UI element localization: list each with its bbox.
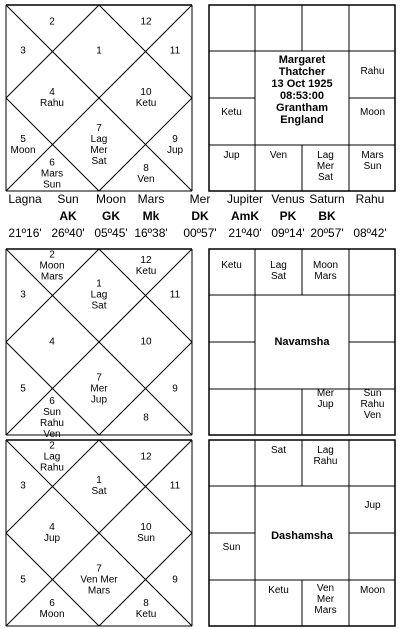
navamsha-cell-top-2 (255, 260, 302, 282)
house-number: 10 (140, 87, 152, 98)
house-planets: Jup (43, 533, 61, 544)
house-number: 6 (49, 157, 55, 169)
navamsha-house-2 (39, 250, 64, 283)
karaka-jupiter: AmK (230, 209, 260, 223)
house-number: 2 (49, 249, 55, 261)
dashamsha-cell-top-3 (302, 445, 349, 467)
navamsha-house-5 (20, 384, 26, 395)
navamsha-house-4 (49, 337, 55, 348)
birth-date: 13 Oct 1925 (271, 78, 333, 90)
house-planets: Ven Mer Mars (80, 574, 118, 597)
navamsha-chart-lines (5, 248, 193, 436)
house-planets: Sun Rahu Ven (40, 407, 64, 440)
house-number: 5 (20, 134, 26, 145)
navamsha-house-7 (90, 373, 107, 406)
navamsha-house-3 (20, 290, 26, 301)
dashamsha-house-6 (39, 598, 64, 620)
navamsha-cell-top-2-text: Lag Sat (270, 260, 287, 282)
rasi-cell-bottom-4 (349, 150, 396, 172)
planet-name-saturn: Saturn (309, 192, 345, 206)
house-number: 10 (140, 522, 152, 533)
house-number: 11 (169, 289, 181, 301)
house-number: 2 (49, 16, 55, 28)
birth-house-1 (96, 46, 102, 57)
degree-rahu: 08º42' (353, 226, 387, 240)
dashamsha-house-2 (40, 441, 64, 474)
navamsha-cell-bottom-4 (349, 388, 396, 421)
house-planets: Moon (10, 145, 36, 156)
house-number: 7 (96, 372, 102, 384)
degree-jupiter: 21º40' (228, 226, 262, 240)
karaka-mer: DK (191, 209, 209, 223)
planet-name-mer: Mer (189, 192, 211, 206)
navamsha-house-8 (143, 413, 149, 424)
house-number: 2 (49, 440, 55, 452)
house-number: 4 (49, 522, 55, 533)
dashamsha-house-1 (91, 475, 106, 497)
birth-house-2 (49, 17, 55, 28)
dashamsha-house-10 (137, 522, 155, 544)
dashamsha-house-4 (44, 522, 60, 544)
planet-name-jupiter: Jupiter (226, 192, 264, 206)
house-number: 1 (96, 475, 102, 486)
rasi-cell-right-middle: Moon (359, 107, 385, 118)
rasi-cell-top-right: Rahu (360, 66, 385, 77)
house-number: 7 (96, 123, 102, 134)
house-number: 8 (143, 598, 149, 609)
karaka-mars: Mk (142, 209, 160, 223)
rasi-cell-left-middle: Ketu (221, 107, 242, 118)
dashamsha-north-chart (5, 439, 193, 627)
dashamsha-cell-right-upper: Jup (364, 500, 381, 511)
house-number: 8 (143, 163, 149, 174)
house-planets: Ketu (135, 609, 157, 620)
house-planets: Lag Mer Sat (90, 134, 108, 167)
house-planets: Mars Sun (40, 168, 64, 191)
dashamsha-house-9 (172, 575, 178, 586)
birth-house-9 (167, 134, 183, 156)
degree-saturn: 20º57' (310, 226, 344, 240)
navamsha-house-1 (91, 279, 108, 312)
dashamsha-house-12 (140, 452, 151, 463)
navamsha-house-11 (170, 290, 180, 301)
rasi-north-chart (5, 4, 193, 192)
planet-name-lagna: Lagna (8, 192, 42, 206)
navamsha-cell-top-1: Ketu (221, 260, 242, 271)
karaka-venus: PK (279, 209, 297, 223)
house-number: 3 (20, 289, 26, 301)
house-number: 11 (169, 480, 181, 492)
birth-house-6 (41, 158, 63, 191)
house-planets: Ketu (135, 266, 157, 277)
dashamsha-cell-top-3-text: Lag Rahu (313, 445, 338, 467)
house-planets: Ketu (135, 98, 157, 109)
karaka-sun: AK (59, 209, 77, 223)
house-number: 5 (20, 383, 26, 395)
house-number: 4 (49, 87, 55, 98)
house-planets: Moon (39, 609, 65, 620)
karaka-row (0, 209, 400, 223)
house-planets: Ven (137, 174, 155, 185)
house-number: 3 (20, 480, 26, 492)
house-number: 6 (49, 396, 55, 407)
navamsha-house-10 (140, 337, 151, 348)
navamsha-cell-top-3 (302, 260, 349, 282)
birth-house-12 (140, 17, 151, 28)
navamsha-cell-bottom-4-text: Sun Rahu Ven (360, 388, 385, 421)
house-planets: Lag Rahu (40, 451, 64, 474)
birth-house-10 (136, 87, 157, 109)
dashamsha-cell-left-lower: Sun (222, 542, 241, 553)
native-details (255, 54, 349, 126)
degree-moon: 05º45' (94, 226, 128, 240)
navamsha-house-6 (40, 396, 64, 440)
birth-house-8 (137, 163, 154, 185)
planet-name-sun: Sun (57, 192, 79, 206)
dashamsha-cell-top-2: Sat (270, 445, 286, 456)
navamsha-north-chart (5, 248, 193, 440)
degree-mer: 00º57' (183, 226, 217, 240)
degree-venus: 09º14' (271, 226, 305, 240)
house-number: 1 (96, 45, 102, 57)
dashamsha-cell-bottom-2: Ketu (268, 585, 289, 596)
planet-degrees-table (0, 191, 400, 243)
house-planets: Rahu (40, 98, 64, 109)
house-number: 3 (20, 45, 26, 57)
dashamsha-house-8 (136, 598, 157, 620)
rasi-cell-bottom-1: Jup (223, 150, 240, 161)
birth-house-3 (20, 46, 26, 57)
dashamsha-house-7 (80, 564, 117, 597)
house-number: 9 (172, 383, 178, 395)
rasi-cell-bottom-4-text: Mars Sun (361, 150, 384, 172)
planet-name-venus: Venus (271, 192, 305, 206)
house-number: 11 (169, 45, 181, 57)
house-number: 12 (140, 255, 152, 266)
dashamsha-cell-bottom-3 (302, 583, 349, 616)
house-number: 6 (49, 598, 55, 609)
dashamsha-chart-lines (5, 439, 193, 627)
dashamsha-house-5 (20, 575, 26, 586)
dashamsha-cell-bottom-4: Moon (359, 585, 385, 596)
birth-house-7 (90, 123, 107, 167)
house-planets: Sun (137, 533, 155, 544)
birth-city: Grantham (276, 102, 328, 114)
native-name-last: Thatcher (278, 66, 326, 78)
house-planets: Mer Jup (90, 383, 108, 406)
planet-names-row (0, 192, 400, 206)
house-number: 1 (96, 278, 102, 290)
house-number: 9 (172, 574, 178, 586)
house-number: 8 (143, 412, 149, 424)
rasi-cell-bottom-2: Ven (269, 150, 288, 161)
navamsha-house-9 (172, 384, 178, 395)
degree-lagna: 21º16' (8, 226, 42, 240)
dashamsha-house-11 (170, 481, 180, 492)
karaka-moon: GK (102, 209, 120, 223)
navamsha-house-12 (136, 255, 157, 277)
birth-time: 08:53:00 (279, 90, 325, 102)
dashamsha-title: Dashamsha (271, 530, 333, 542)
rasi-square-chart (208, 4, 396, 192)
house-planets: Sat (91, 486, 107, 497)
navamsha-square-chart (208, 248, 396, 436)
degree-sun: 26º40' (51, 226, 85, 240)
birth-house-5 (10, 134, 35, 156)
dashamsha-cell-bottom-3-text: Ven Mer Mars (314, 583, 337, 616)
planet-name-mars: Mars (137, 192, 165, 206)
house-number: 12 (140, 451, 152, 463)
house-planets: Moon Mars (39, 260, 65, 283)
birth-house-11 (170, 46, 180, 57)
house-number: 12 (140, 16, 152, 28)
birth-country: England (280, 114, 324, 126)
rasi-cell-bottom-3-text: Lag Mer Sat (316, 150, 335, 183)
navamsha-cell-bottom-3-text: Mer Jup (316, 388, 335, 410)
degree-mars: 16º38' (134, 226, 168, 240)
navamsha-cell-top-3-text: Moon Mars (312, 260, 338, 282)
native-name-first: Margaret (278, 54, 326, 66)
house-number: 4 (49, 336, 55, 348)
dashamsha-square-chart (208, 439, 396, 627)
house-number: 7 (96, 563, 102, 575)
navamsha-title: Navamsha (274, 336, 330, 348)
planet-name-moon: Moon (95, 192, 127, 206)
birth-house-4 (40, 87, 64, 109)
house-planets: Lag Sat (90, 289, 108, 312)
dashamsha-house-3 (20, 481, 26, 492)
navamsha-cell-bottom-3 (302, 388, 349, 410)
planet-name-rahu: Rahu (355, 192, 385, 206)
karaka-saturn: BK (318, 209, 336, 223)
degrees-row (0, 226, 400, 240)
rasi-cell-bottom-3 (302, 150, 349, 183)
house-number: 10 (140, 336, 152, 348)
house-planets: Jup (166, 145, 184, 156)
house-number: 5 (20, 574, 26, 586)
house-number: 9 (172, 134, 178, 145)
